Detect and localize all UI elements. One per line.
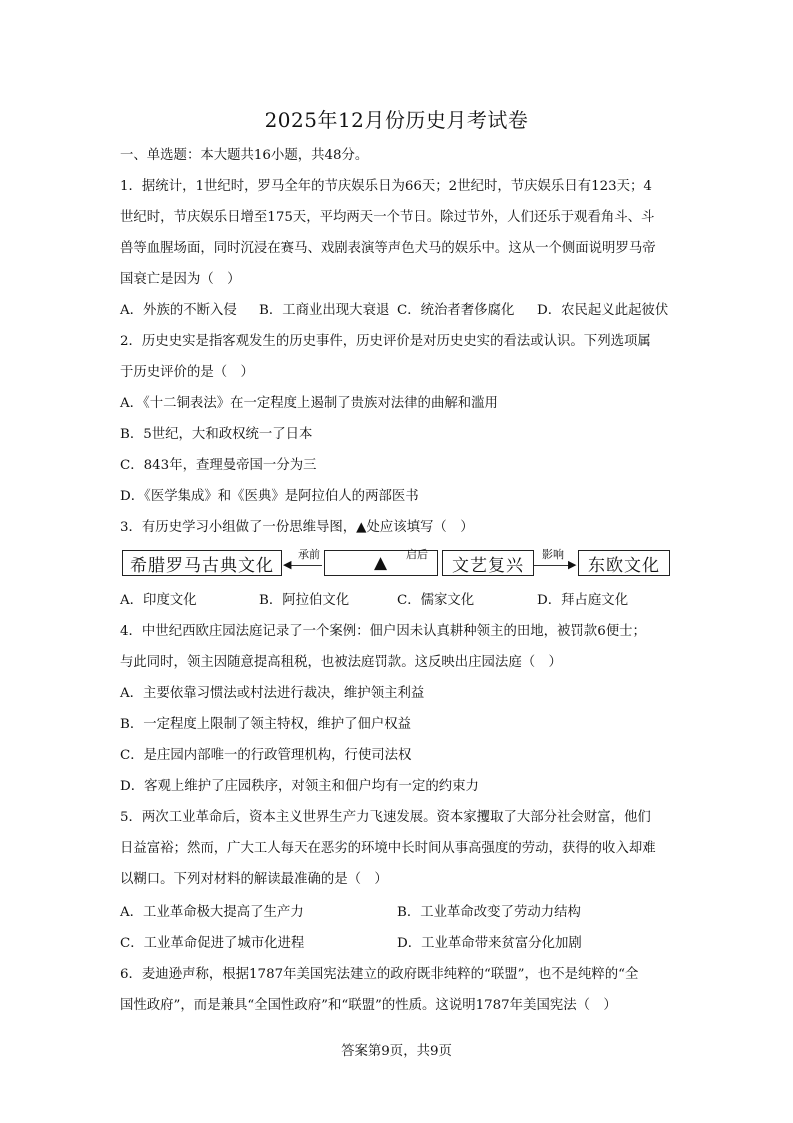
q2-option-a[interactable]: A．《十二铜表法》在一定程度上遏制了贵族对法律的曲解和滥用	[120, 396, 498, 411]
q6-line: 6．麦迪逊声称，根据1787年美国宪法建立的政府既非纯粹的“联盟”，也不是纯粹的“全	[120, 967, 639, 982]
q3-option-a[interactable]: A．印度文化	[120, 593, 197, 608]
q4-option-a[interactable]: A．主要依靠习惯法或村法进行裁决，维护领主利益	[120, 686, 425, 701]
q3-option-c[interactable]: C．儒家文化	[397, 593, 475, 608]
mind-map-box-blank: ▲	[324, 550, 438, 576]
q5-line: 5．两次工业革命后，资本主义世界生产力飞速发展。资本家攫取了大部分社会财富，他们	[120, 810, 651, 825]
mind-map-box-renaissance: 文艺复兴	[442, 550, 534, 576]
q1-option-d[interactable]: D．农民起义此起彼伏	[537, 303, 669, 318]
q2-option-b[interactable]: B．5世纪，大和政权统一了日本	[120, 427, 313, 442]
q1-line: 国衰亡是因为（ ）	[120, 272, 241, 287]
arrow-label-enlighten: 启后	[406, 548, 428, 561]
arrow-left-icon: ◀	[283, 558, 292, 571]
q1-line: 1．据统计，1世纪时，罗马全年的节庆娱乐日为66天；2世纪时，节庆娱乐日有123天；4	[120, 179, 652, 194]
q1-option-c[interactable]: C．统治者奢侈腐化	[397, 303, 515, 318]
q1-option-b[interactable]: B．工商业出现大衰退	[259, 303, 390, 318]
arrow-right-icon: ▶	[568, 558, 577, 571]
q4-line: 4．中世纪西欧庄园法庭记录了一个案例：佃户因未认真耕种领主的田地，被罚款6便士；	[120, 624, 646, 639]
q4-line: 与此同时，领主因随意提高租税，也被法庭罚款。这反映出庄园法庭（ ）	[120, 655, 562, 670]
q3-option-d[interactable]: D．拜占庭文化	[537, 593, 629, 608]
q4-option-d[interactable]: D．客观上维护了庄园秩序，对领主和佃户均有一定的约束力	[120, 779, 479, 794]
page-title: 2025年12月份历史月考试卷	[264, 108, 529, 132]
q1-line: 兽等血腥场面，同时沉浸在赛马、戏剧表演等声色犬马的娱乐中。这从一个侧面说明罗马帝	[120, 241, 656, 256]
q1-line: 世纪时，节庆娱乐日增至175天，平均两天一个节日。除过节外，人们还乐于观看角斗、斗	[120, 210, 655, 225]
q6-line: 国性政府”，而是兼具“全国性政府”和“联盟”的性质。这说明1787年美国宪法（ ）	[120, 998, 617, 1013]
q1-option-a[interactable]: A．外族的不断入侵	[120, 303, 237, 318]
mind-map-box-east-europe: 东欧文化	[578, 550, 670, 576]
q4-option-c[interactable]: C．是庄园内部唯一的行政管理机构，行使司法权	[120, 748, 412, 763]
arrow-label-inherit: 承前	[298, 548, 320, 561]
q5-option-d[interactable]: D．工业革命带来贫富分化加剧	[397, 936, 582, 951]
mind-map-box-greco-roman: 希腊罗马古典文化	[122, 550, 282, 576]
q5-line: 以糊口。下列对材料的解读最准确的是（ ）	[120, 872, 388, 887]
mind-map-diagram	[122, 546, 672, 580]
arrow-label-influence: 影响	[542, 548, 564, 561]
q2-option-c[interactable]: C．843年，查理曼帝国一分为三	[120, 458, 317, 473]
q5-option-a[interactable]: A．工业革命极大提高了生产力	[120, 905, 304, 920]
q5-line: 日益富裕；然而，广大工人每天在恶劣的环境中长时间从事高强度的劳动，获得的收入却难	[120, 841, 656, 856]
q5-option-c[interactable]: C．工业革命促进了城市化进程	[120, 936, 305, 951]
q4-option-b[interactable]: B．一定程度上限制了领主特权，维护了佃户权益	[120, 717, 412, 732]
q3-line: 3．有历史学习小组做了一份思维导图，▲处应该填写（ ）	[120, 520, 474, 535]
page-footer: 答案第9页，共9页	[341, 1044, 452, 1059]
q2-line: 于历史评价的是（ ）	[120, 365, 254, 380]
q3-option-b[interactable]: B．阿拉伯文化	[259, 593, 350, 608]
section-heading: 一、单选题：本大题共16小题，共48分。	[120, 148, 369, 163]
q2-option-d[interactable]: D．《医学集成》和《医典》是阿拉伯人的两部医书	[120, 489, 419, 504]
q5-option-b[interactable]: B．工业革命改变了劳动力结构	[397, 905, 581, 920]
arrow-line-left	[288, 565, 322, 566]
q2-line: 2．历史史实是指客观发生的历史事件，历史评价是对历史史实的看法或认识。下列选项属	[120, 334, 651, 349]
